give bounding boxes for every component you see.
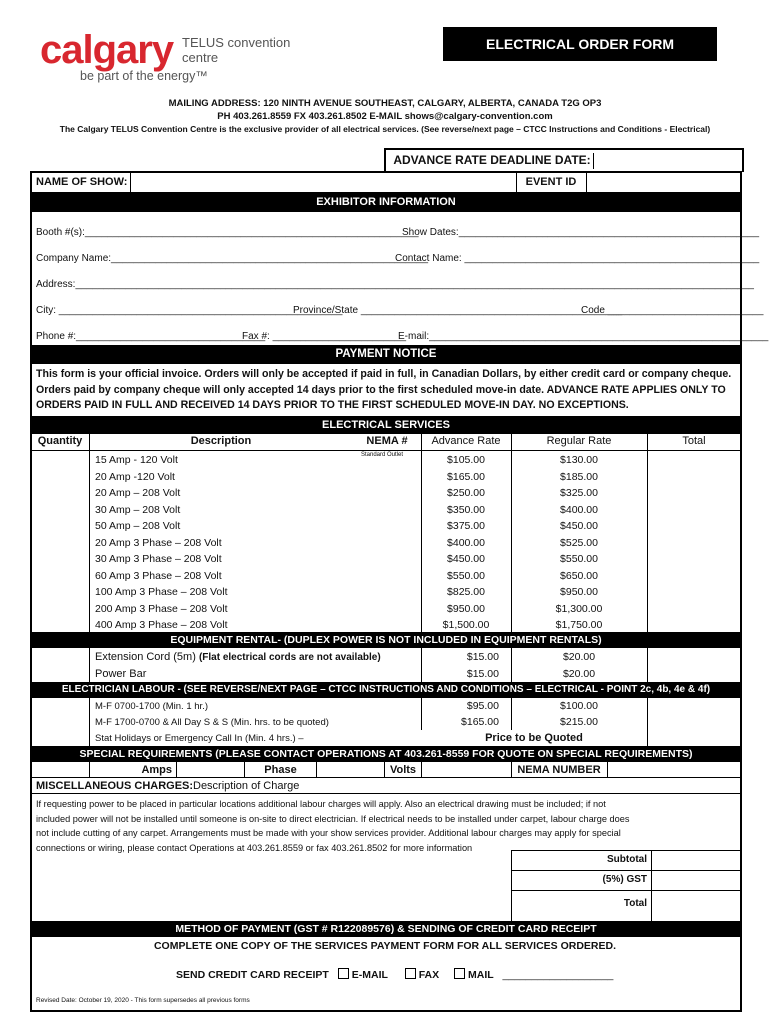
email-field[interactable]: E-mail:_____________________________________________________________: [398, 331, 769, 342]
grid-line: [607, 762, 608, 777]
col-description: Description: [190, 435, 252, 447]
volts-label: Volts: [389, 764, 417, 776]
grid-line: [511, 434, 512, 632]
email-checkbox[interactable]: [338, 968, 349, 979]
service-row: [31, 535, 741, 552]
service-row: [31, 551, 741, 568]
gst-input[interactable]: [652, 871, 740, 890]
regular-rate: $400.00: [560, 503, 598, 516]
total-input[interactable]: [648, 552, 740, 567]
service-description: 20 Amp – 208 Volt: [95, 487, 181, 499]
logo-telus-line: TELUS convention: [182, 35, 291, 50]
address-field[interactable]: Address:__________________________________________________________________________________________________________________________: [36, 279, 754, 290]
mail-checkbox[interactable]: [454, 968, 465, 979]
logo-centre-line: centre: [182, 50, 219, 65]
quantity-input[interactable]: [32, 470, 88, 485]
total-input[interactable]: [648, 453, 740, 468]
grid-line: [647, 648, 648, 682]
misc-charges-label: MISCELLANEOUS CHARGES:: [36, 780, 194, 792]
grid-line: [31, 793, 741, 794]
quantity-input[interactable]: [32, 650, 88, 665]
province-field[interactable]: Province/State _______________________________________________: [293, 305, 623, 316]
grid-line: [89, 698, 90, 746]
event-id-input[interactable]: [587, 173, 740, 191]
service-description: 20 Amp -120 Volt: [95, 470, 175, 483]
fax-option: FAX: [418, 969, 440, 981]
total-input[interactable]: [648, 667, 740, 682]
subtotal-input[interactable]: [652, 851, 740, 870]
advance-rate: $400.00: [447, 536, 485, 549]
gst-label: (5%) GST: [602, 874, 647, 885]
quantity-input[interactable]: [32, 716, 88, 730]
advance-rate: $825.00: [447, 586, 485, 598]
total-input[interactable]: [648, 700, 740, 714]
grid-line: [31, 450, 741, 451]
service-row: [31, 518, 741, 535]
equipment-row: [31, 666, 741, 683]
regular-rate: $1,300.00: [555, 602, 603, 615]
grid-line: [511, 648, 512, 682]
labour-description: Stat Holidays or Emergency Call In (Min. 4 hrs.) –: [95, 733, 304, 744]
grid-line: [647, 434, 648, 632]
labour-row: [31, 699, 741, 715]
quantity-input[interactable]: [32, 503, 88, 518]
send-receipt-label: SEND CREDIT CARD RECEIPT: [176, 969, 329, 981]
complete-copy-note: COMPLETE ONE COPY OF THE SERVICES PAYMENT FORM FOR ALL SERVICES ORDERED.: [153, 940, 617, 952]
grid-line: [511, 698, 512, 730]
grid-line: [316, 762, 317, 777]
equipment-description: Extension Cord (5m): [95, 651, 199, 663]
misc-description-label: Description of Charge: [193, 780, 300, 792]
advance-rate: $15.00: [466, 651, 499, 663]
nema-number-label: NEMA NUMBER: [517, 764, 601, 776]
advance-rate: $165.00: [461, 716, 499, 728]
quantity-input[interactable]: [32, 602, 88, 617]
equipment-description: Power Bar: [95, 668, 147, 680]
mail-option: MAIL: [468, 969, 494, 981]
labour-description: M-F 0700-1700 (Min. 1 hr.): [95, 701, 208, 712]
deadline-label: ADVANCE RATE DEADLINE DATE:: [391, 153, 594, 169]
phone-field[interactable]: Phone #:__________________________________: [36, 331, 266, 342]
grid-line: [31, 777, 741, 778]
service-row: [31, 452, 741, 469]
total-input[interactable]: [648, 503, 740, 518]
grid-line: [647, 698, 648, 746]
total-input[interactable]: [648, 602, 740, 617]
send-receipt-row: [176, 968, 613, 981]
col-total: Total: [682, 435, 706, 447]
col-quantity: Quantity: [37, 435, 83, 447]
quantity-input[interactable]: [32, 700, 88, 714]
regular-rate: $950.00: [560, 586, 598, 598]
contact-line: PH 403.261.8559 FX 403.261.8502 E-MAIL shows@calgary-convention.com: [217, 111, 553, 122]
advance-rate: $165.00: [447, 470, 485, 483]
subtotal-label: Subtotal: [607, 854, 647, 865]
quantity-input[interactable]: [32, 667, 88, 682]
equipment-rental-header: EQUIPMENT RENTAL- (DUPLEX POWER IS NOT INCLUDED IN EQUIPMENT RENTALS): [31, 632, 741, 648]
service-description: 15 Amp - 120 Volt: [95, 454, 178, 466]
advance-rate: $105.00: [447, 454, 485, 466]
fax-checkbox[interactable]: [405, 968, 416, 979]
grid-line: [176, 762, 177, 777]
advance-rate: $350.00: [447, 503, 485, 516]
contact-name-field[interactable]: Contact Name: _____________________________________________________: [395, 253, 760, 264]
labour-row: [31, 715, 741, 731]
exhibitor-info-header: EXHIBITOR INFORMATION: [31, 192, 741, 212]
show-dates-field[interactable]: Show Dates:______________________________________________________: [402, 227, 760, 238]
advance-rate: $450.00: [447, 553, 485, 565]
special-requirements-header: SPECIAL REQUIREMENTS (PLEASE CONTACT OPERATIONS AT 403.261-8559 FOR QUOTE ON SPECIAL REQUIREMENTS): [31, 746, 741, 762]
service-description: 60 Amp 3 Phase – 208 Volt: [95, 569, 222, 582]
quantity-input[interactable]: [32, 732, 88, 746]
regular-rate: $20.00: [562, 651, 596, 663]
service-row: [31, 485, 741, 502]
grid-line: [421, 762, 422, 777]
service-description: 30 Amp 3 Phase – 208 Volt: [95, 553, 222, 565]
total-input[interactable]: [648, 650, 740, 665]
grid-line: [89, 434, 90, 632]
misc-charges-text: If requesting power to be placed in particular locations additional labour charges will apply. Also an electrical drawing must be included; if not included power will not be installed until someone is on-site to direct electrician. If electrical needs to be installed under carpet, labour charge does not include cutting of any carpet. Arrangements must be made with your show services provider. Additional labour charges may apply for special connections or wiring, please contact Operations at 403.261.8559 or fax 403.261.8502 for more information: [36, 799, 630, 853]
regular-rate: $100.00: [560, 700, 598, 712]
amps-label: Amps: [141, 764, 172, 776]
regular-rate: $525.00: [560, 536, 598, 549]
quantity-input[interactable]: [32, 536, 88, 551]
company-name-field[interactable]: Company Name:_________________________________________________________: [36, 253, 429, 264]
regular-rate: $1,750.00: [555, 619, 603, 631]
service-description: 30 Amp – 208 Volt: [95, 503, 181, 516]
quantity-input[interactable]: [32, 585, 88, 600]
quantity-input[interactable]: [32, 569, 88, 584]
total-input[interactable]: [648, 536, 740, 551]
quantity-input[interactable]: [32, 618, 88, 633]
quantity-input[interactable]: [32, 519, 88, 534]
city-field[interactable]: City: ___________________________________________________: [36, 305, 343, 316]
regular-rate: $650.00: [560, 569, 598, 582]
phase-label: Phase: [264, 764, 297, 776]
service-row: [31, 469, 741, 486]
logo-tagline: be part of the energy™: [80, 69, 208, 83]
payment-notice-header: PAYMENT NOTICE: [31, 345, 741, 364]
name-of-show-label: NAME OF SHOW:: [36, 176, 128, 188]
regular-rate: $185.00: [560, 470, 598, 483]
total-input[interactable]: [648, 569, 740, 584]
regular-rate: $450.00: [560, 520, 598, 532]
advance-rate: $95.00: [466, 700, 499, 712]
booth-field[interactable]: Booth #(s):____________________________________________________________: [36, 227, 419, 238]
mailing-address: MAILING ADDRESS: 120 NINTH AVENUE SOUTHEAST, CALGARY, ALBERTA, CANADA T2G OP3: [168, 98, 602, 109]
equipment-note: (Flat electrical cords are not available): [198, 652, 381, 663]
service-description: 100 Amp 3 Phase – 208 Volt: [95, 586, 228, 598]
advance-rate: $950.00: [447, 602, 485, 615]
total-input[interactable]: [648, 486, 740, 501]
advance-rate: $375.00: [447, 520, 485, 532]
regular-rate: $550.00: [560, 553, 598, 565]
total-input[interactable]: [648, 585, 740, 600]
labour-header: ELECTRICIAN LABOUR - (SEE REVERSE/NEXT PAGE – CTCC INSTRUCTIONS AND CONDITIONS – ELECTRICAL - POINT 2c, 4b, 4e & 4f): [31, 682, 741, 698]
advance-rate: $250.00: [447, 487, 485, 499]
quantity-input[interactable]: [32, 552, 88, 567]
revised-date: Revised Date: October 19, 2020 - This form supersedes all previous forms: [36, 997, 250, 1004]
service-description: 20 Amp 3 Phase – 208 Volt: [95, 536, 222, 549]
regular-rate: $215.00: [560, 716, 598, 728]
regular-rate: $20.00: [562, 668, 596, 680]
grid-line: [421, 648, 422, 682]
col-advance: Advance Rate: [431, 435, 501, 447]
col-nema: NEMA #: [366, 435, 408, 447]
electrical-services-header: ELECTRICAL SERVICES: [31, 416, 741, 434]
regular-rate: $325.00: [560, 487, 598, 499]
nema-note: Standard Outlet: [361, 452, 404, 458]
total-input[interactable]: [648, 732, 740, 746]
price-to-be-quoted: Price to be Quoted: [485, 732, 583, 744]
fax-field[interactable]: Fax #: ________________________: [242, 331, 407, 342]
advance-rate: $15.00: [466, 668, 499, 680]
total-label: Total: [623, 898, 647, 909]
name-of-show-input[interactable]: [131, 173, 516, 191]
quantity-input[interactable]: [32, 486, 88, 501]
equipment-row: [31, 649, 741, 666]
col-regular: Regular Rate: [546, 435, 612, 447]
labour-description: M-F 1700-0700 & All Day S & S (Min. hrs. to be quoted): [95, 717, 329, 728]
code-field[interactable]: Code ____________________________: [581, 305, 764, 316]
event-id-label: EVENT ID: [525, 176, 577, 188]
total-input[interactable]: [648, 470, 740, 485]
quantity-input[interactable]: [32, 453, 88, 468]
service-row: [31, 568, 741, 585]
service-row: [31, 502, 741, 519]
exclusive-note: The Calgary TELUS Convention Centre is the exclusive provider of all electrical services. (See reverse/next page – CTCC Instructions and Conditions - Electrical): [59, 124, 711, 134]
advance-rate: $550.00: [447, 569, 485, 582]
service-row: [31, 601, 741, 618]
service-description: 200 Amp 3 Phase – 208 Volt: [95, 602, 228, 615]
grid-line: [89, 648, 90, 682]
service-row: [31, 584, 741, 601]
regular-rate: $130.00: [560, 454, 598, 466]
total-input[interactable]: [652, 891, 740, 920]
grid-line: [421, 434, 422, 632]
total-input[interactable]: [648, 618, 740, 633]
mail-blank[interactable]: ___________________: [502, 969, 614, 981]
payment-notice-text: This form is your official invoice. Orders will only be accepted if paid in full, in Canadian Dollars, by either credit card or company cheque. Orders paid by company cheque will only accepted 14 days prior to the first scheduled move-in date. ADVANCE RATE APPLIES ONLY TO ORDERS PAID IN FULL AND RECEIVED 14 DAYS PRIOR TO THE FIRST SCHEDULED MOVE-IN DAY. NO EXCEPTIONS.: [36, 368, 732, 411]
advance-rate: $1,500.00: [442, 619, 490, 631]
service-description: 50 Amp – 208 Volt: [95, 520, 181, 532]
total-input[interactable]: [648, 716, 740, 730]
total-input[interactable]: [648, 519, 740, 534]
email-option: E-MAIL: [351, 969, 388, 981]
grid-line: [421, 698, 422, 730]
method-of-payment-header: METHOD OF PAYMENT (GST # R122089576) & SENDING OF CREDIT CARD RECEIPT: [31, 921, 741, 937]
service-description: 400 Amp 3 Phase – 208 Volt: [95, 619, 228, 631]
form-title: ELECTRICAL ORDER FORM: [443, 27, 717, 61]
calgary-logo-word: calgary: [40, 28, 174, 72]
